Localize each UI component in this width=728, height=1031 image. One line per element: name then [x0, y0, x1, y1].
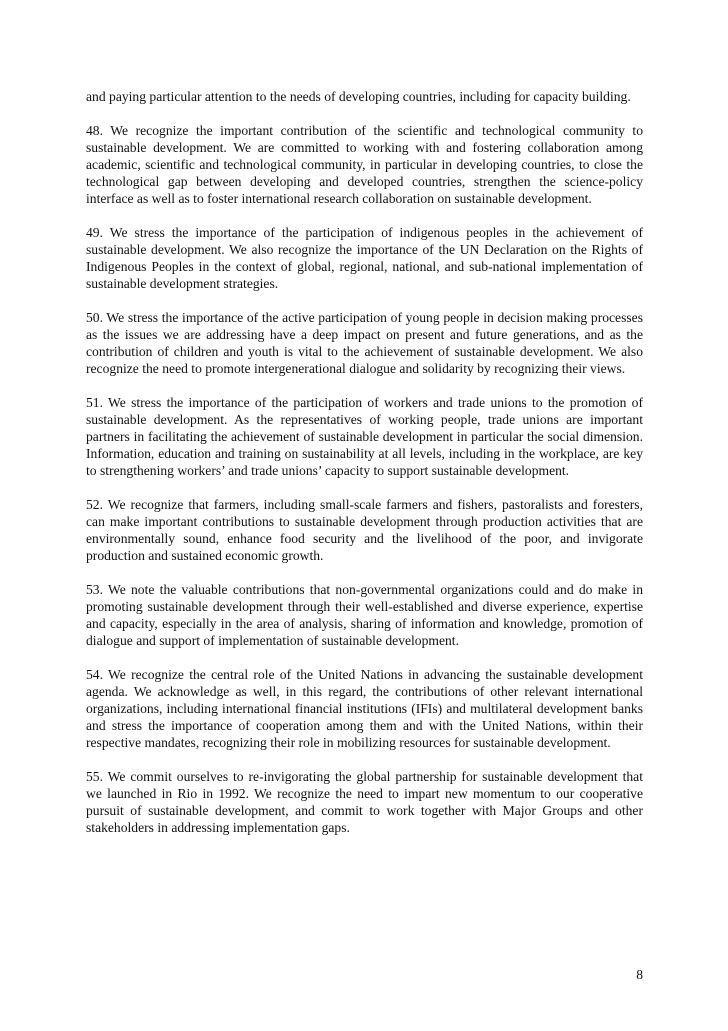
paragraph-52: 52. We recognize that farmers, including small-scale farmers and fishers, pastoralists and foresters, can make important contributions to sustainable development through production activities that are environmentally sound, enhance food security and the livelihood of the poor, and invigorate production and sustained economic growth. — [86, 497, 643, 563]
paragraph-continuation: and paying particular attention to the needs of developing countries, including for capacity building. — [86, 89, 631, 104]
paragraph-55: 55. We commit ourselves to re-invigorating the global partnership for sustainable development that we launched in Rio in 1992. We recognize the need to impart new momentum to our cooperative pursuit of sustainable development, and commit to work together with Major Groups and other stakeholders in addressing implementation gaps. — [86, 769, 643, 835]
paragraph-53: 53. We note the valuable contributions that non-governmental organizations could and do make in promoting sustainable development through their well-established and diverse experience, expertise and capacity, especially in the area of analysis, sharing of information and knowledge, promotion of dialogue and support of implementation of sustainable development. — [86, 582, 643, 648]
paragraph-48: 48. We recognize the important contribution of the scientific and technological community to sustainable development. We are committed to working with and fostering collaboration among academic, scientific and technological community, in particular in developing countries, to close the technological gap between developing and developed countries, strengthen the science-policy interface as well as to foster international research collaboration on sustainable development. — [86, 123, 643, 206]
page-number: 8 — [636, 967, 643, 982]
paragraph-49: 49. We stress the importance of the participation of indigenous peoples in the achievement of sustainable development. We also recognize the importance of the UN Declaration on the Rights of Indigenous Peoples in the context of global, regional, national, and sub-national implementation of sustainable development strategies. — [86, 225, 643, 291]
paragraph-51: 51. We stress the importance of the participation of workers and trade unions to the promotion of sustainable development. As the representatives of working people, trade unions are important partners in facilitating the achievement of sustainable development in particular the social dimension. Information, education and training on sustainability at all levels, including in the workplace, are key to strengthening workers’ and trade unions’ capacity to support sustainable development. — [86, 395, 643, 478]
document-page — [86, 88, 643, 853]
paragraph-50: 50. We stress the importance of the active participation of young people in decision making processes as the issues we are addressing have a deep impact on present and future generations, and as the contribution of children and youth is vital to the achievement of sustainable development. We also recognize the need to promote intergenerational dialogue and solidarity by recognizing their views. — [86, 310, 643, 376]
paragraph-54: 54. We recognize the central role of the United Nations in advancing the sustainable development agenda. We acknowledge as well, in this regard, the contributions of other relevant international organizations, including international financial institutions (IFIs) and multilateral development banks and stress the importance of cooperation among them and with the United Nations, within their respective mandates, recognizing their role in mobilizing resources for sustainable development. — [86, 667, 643, 750]
